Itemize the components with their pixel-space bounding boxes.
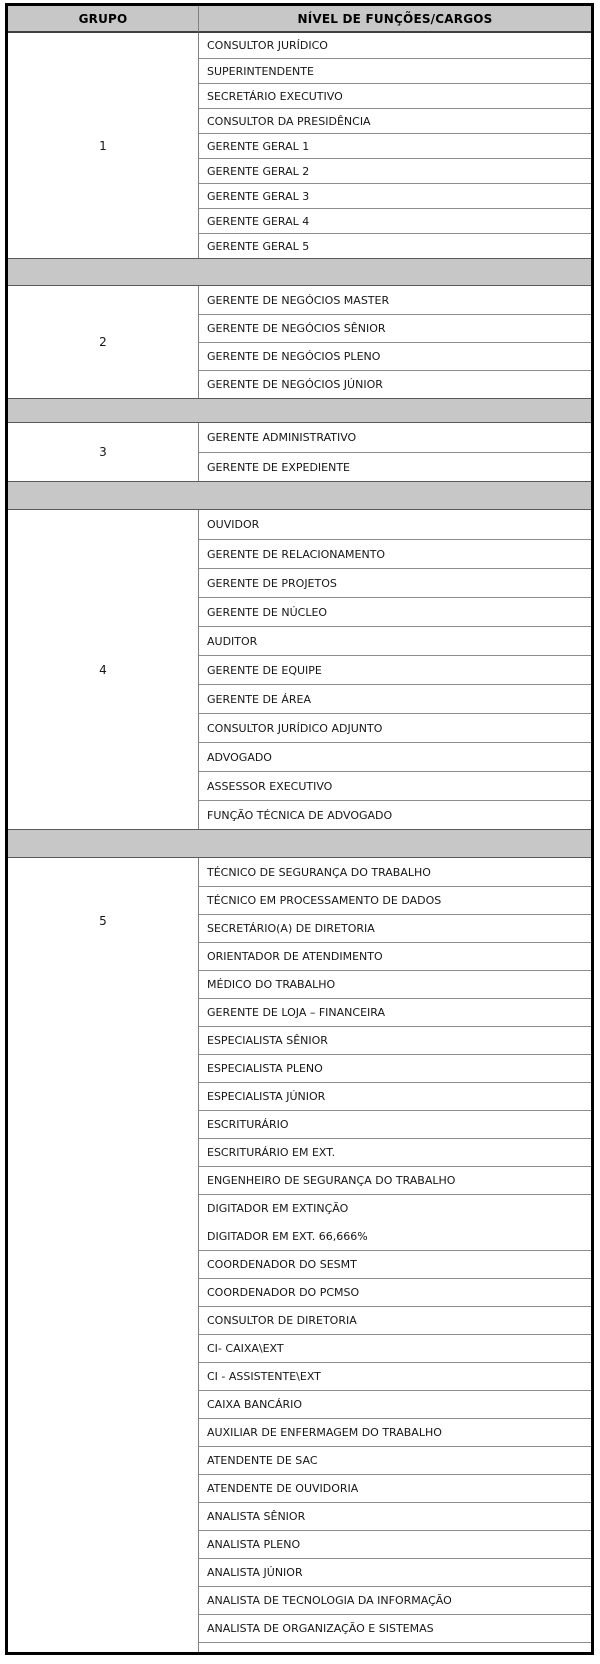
- cargo-cell: GERENTE ADMINISTRATIVO: [198, 423, 591, 452]
- cargo-cell: GERENTE DE NEGÓCIOS MASTER: [198, 286, 591, 314]
- cargo-cell: GERENTE GERAL 3: [198, 183, 591, 208]
- separator-row: [8, 481, 591, 510]
- cargo-cell: GERENTE DE ÁREA: [198, 684, 591, 713]
- separator-cell: [8, 829, 591, 858]
- cargo-cell: GERENTE GERAL 4: [198, 208, 591, 233]
- cargo-cell: AUDITOR: [198, 626, 591, 655]
- cargo-cell: GERENTE GERAL 5: [198, 233, 591, 258]
- cargo-cell: ESPECIALISTA PLENO: [198, 1054, 591, 1082]
- bottom-filler-row: [8, 1642, 591, 1652]
- separator-row: [8, 829, 591, 858]
- bottom-filler-right: [198, 1642, 591, 1652]
- cargo-cell: ATENDENTE DE SAC: [198, 1446, 591, 1474]
- cargo-cell: SUPERINTENDENTE: [198, 58, 591, 83]
- cargo-cell: GERENTE DE NÚCLEO: [198, 597, 591, 626]
- cargo-cell: COORDENADOR DO SESMT: [198, 1250, 591, 1278]
- group-number-cell: 2: [8, 286, 198, 398]
- separator-cell: [8, 481, 591, 510]
- group-number-cell: 3: [8, 423, 198, 481]
- column-header-nivel: NÍVEL DE FUNÇÕES/CARGOS: [198, 6, 591, 33]
- group-number-cell: 5: [8, 858, 198, 1642]
- cargo-cell: ENGENHEIRO DE SEGURANÇA DO TRABALHO: [198, 1166, 591, 1194]
- cargo-cell: ANALISTA DE TECNOLOGIA DA INFORMAÇÃO: [198, 1586, 591, 1614]
- cargo-cell: ORIENTADOR DE ATENDIMENTO: [198, 942, 591, 970]
- table-row: [8, 510, 591, 539]
- cargo-cell: CONSULTOR DA PRESIDÊNCIA: [198, 108, 591, 133]
- cargo-cell: GERENTE GERAL 2: [198, 158, 591, 183]
- cargo-cell: GERENTE DE NEGÓCIOS JÚNIOR: [198, 370, 591, 398]
- group-number-cell: 4: [8, 510, 198, 829]
- cargo-cell: GERENTE DE EXPEDIENTE: [198, 452, 591, 481]
- cargo-cell: COORDENADOR DO PCMSO: [198, 1278, 591, 1306]
- cargo-cell: GERENTE DE LOJA – FINANCEIRA: [198, 998, 591, 1026]
- cargo-cell: CONSULTOR DE DIRETORIA: [198, 1306, 591, 1334]
- cargo-cell: ESPECIALISTA SÊNIOR: [198, 1026, 591, 1054]
- cargo-cell: DIGITADOR EM EXT. 66,666%: [198, 1222, 591, 1250]
- cargo-cell: ANALISTA PLENO: [198, 1530, 591, 1558]
- cargo-cell: MÉDICO DO TRABALHO: [198, 970, 591, 998]
- cargo-cell: ANALISTA DE ORGANIZAÇÃO E SISTEMAS: [198, 1614, 591, 1642]
- cargo-cell: SECRETÁRIO EXECUTIVO: [198, 83, 591, 108]
- cargo-cell: DIGITADOR EM EXTINÇÃO: [198, 1194, 591, 1222]
- cargo-cell: ATENDENTE DE OUVIDORIA: [198, 1474, 591, 1502]
- cargo-cell: ANALISTA SÊNIOR: [198, 1502, 591, 1530]
- cargo-cell: ADVOGADO: [198, 742, 591, 771]
- cargo-cell: CONSULTOR JURÍDICO: [198, 33, 591, 58]
- cargo-cell: GERENTE GERAL 1: [198, 133, 591, 158]
- cargo-cell: ASSESSOR EXECUTIVO: [198, 771, 591, 800]
- cargo-cell: GERENTE DE PROJETOS: [198, 568, 591, 597]
- cargo-cell: ESCRITURÁRIO EM EXT.: [198, 1138, 591, 1166]
- cargo-cell: AUXILIAR DE ENFERMAGEM DO TRABALHO: [198, 1418, 591, 1446]
- cargo-cell: CAIXA BANCÁRIO: [198, 1390, 591, 1418]
- cargo-cell: CONSULTOR JURÍDICO ADJUNTO: [198, 713, 591, 742]
- cargo-cell: CI - ASSISTENTE\EXT: [198, 1362, 591, 1390]
- table-row: [8, 423, 591, 452]
- column-header-grupo: GRUPO: [8, 6, 198, 33]
- cargo-cell: TÉCNICO DE SEGURANÇA DO TRABALHO: [198, 858, 591, 886]
- cargo-cell: GERENTE DE EQUIPE: [198, 655, 591, 684]
- cargo-cell: GERENTE DE RELACIONAMENTO: [198, 539, 591, 568]
- table-row: [8, 858, 591, 886]
- separator-row: [8, 398, 591, 423]
- table-row: [8, 286, 591, 314]
- group-number-cell: 1: [8, 33, 198, 258]
- cargo-cell: FUNÇÃO TÉCNICA DE ADVOGADO: [198, 800, 591, 829]
- cargo-cell: CI- CAIXA\EXT: [198, 1334, 591, 1362]
- bottom-filler-left: [8, 1642, 198, 1652]
- cargo-cell: GERENTE DE NEGÓCIOS PLENO: [198, 342, 591, 370]
- separator-cell: [8, 398, 591, 423]
- table-row: [8, 33, 591, 58]
- header-row: [8, 6, 591, 33]
- functions-table: [5, 3, 594, 1655]
- cargo-cell: OUVIDOR: [198, 510, 591, 539]
- cargo-cell: ESCRITURÁRIO: [198, 1110, 591, 1138]
- separator-row: [8, 258, 591, 286]
- cargo-cell: ESPECIALISTA JÚNIOR: [198, 1082, 591, 1110]
- cargo-cell: ANALISTA JÚNIOR: [198, 1558, 591, 1586]
- cargo-cell: TÉCNICO EM PROCESSAMENTO DE DADOS: [198, 886, 591, 914]
- cargo-cell: GERENTE DE NEGÓCIOS SÊNIOR: [198, 314, 591, 342]
- cargo-cell: SECRETÁRIO(A) DE DIRETORIA: [198, 914, 591, 942]
- separator-cell: [8, 258, 591, 286]
